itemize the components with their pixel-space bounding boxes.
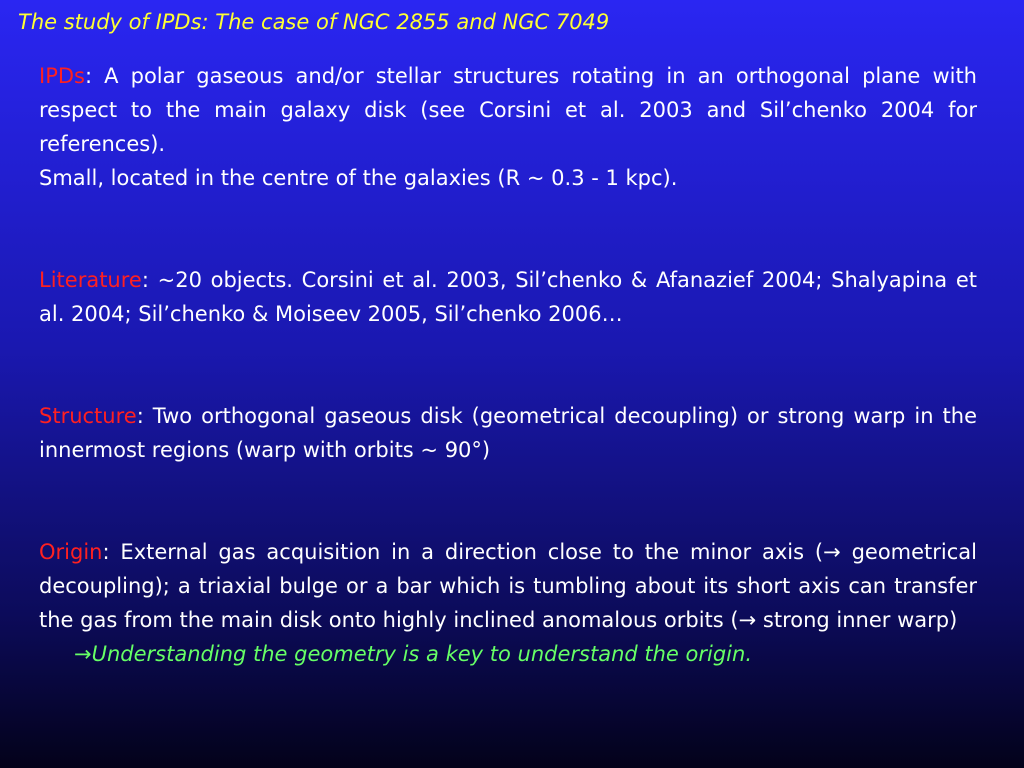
origin-text-1: : External gas acquisition in a direction close to the minor axis ( (102, 540, 824, 564)
ipds-term: IPDs (39, 64, 85, 88)
structure-term: Structure (39, 404, 137, 428)
right-arrow-icon: → (74, 642, 92, 666)
origin-text-2: geometrical decoupling); a triaxial bulge or a bar which is tumbling about its short axis can transfer the gas from the main disk onto highly inclined anomalous orbits ( (39, 540, 977, 632)
origin-paragraph (39, 535, 977, 637)
structure-paragraph (39, 399, 977, 467)
ipds-paragraph (39, 59, 977, 161)
ipds-definition: : A polar gaseous and/or stellar structures rotating in an orthogonal plane with respect to the main galaxy disk (see Corsini et al. 2003 and Sil’chenko 2004 for references). (39, 64, 977, 156)
right-arrow-icon: → (823, 540, 841, 564)
conclusion-line (39, 637, 977, 671)
ipds-size-paragraph (39, 161, 977, 195)
literature-paragraph (39, 263, 977, 331)
conclusion-text: Understanding the geometry is a key to understand the origin. (91, 642, 752, 666)
right-arrow-icon: → (738, 608, 757, 632)
origin-text-3: strong inner warp) (756, 608, 958, 632)
literature-text: : ~20 objects. Corsini et al. 2003, Sil’chenko & Afanazief 2004; Shalyapina et al. 2004; Sil’chenko & Moiseev 2005, Sil’chenko 2006… (39, 268, 977, 326)
ipds-size-text: Small, located in the centre of the galaxies (R ~ 0.3 - 1 kpc). (39, 166, 678, 190)
origin-term: Origin (39, 540, 103, 564)
literature-term: Literature (39, 268, 142, 292)
slide-title: The study of IPDs: The case of NGC 2855 and NGC 7049 (18, 10, 610, 34)
slide-body (39, 59, 977, 671)
structure-text: : Two orthogonal gaseous disk (geometrical decoupling) or strong warp in the innermost regions (warp with orbits ~ 90°) (39, 404, 977, 462)
